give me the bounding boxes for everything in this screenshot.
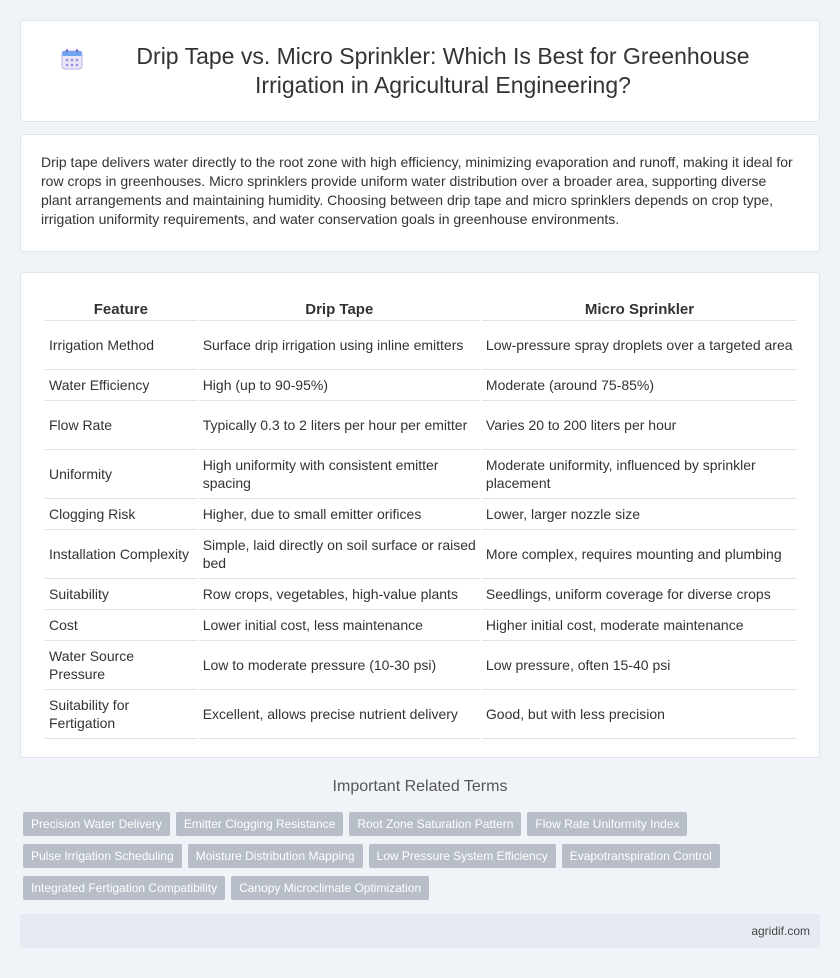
related-term-tag[interactable]: Moisture Distribution Mapping	[188, 844, 363, 868]
micro-sprinkler-cell: Moderate (around 75-85%)	[482, 370, 797, 401]
table-row	[45, 641, 797, 690]
micro-sprinkler-cell: Seedlings, uniform coverage for diverse crops	[482, 579, 797, 610]
micro-sprinkler-cell: Low-pressure spray droplets over a targeted area	[482, 321, 797, 370]
table-row	[45, 499, 797, 530]
micro-sprinkler-cell: Higher initial cost, moderate maintenance	[482, 610, 797, 641]
related-terms-title: Important Related Terms	[332, 778, 508, 795]
feature-cell: Cost	[45, 610, 197, 641]
column-header-drip-tape: Drip Tape	[199, 293, 480, 321]
related-term-tag[interactable]: Pulse Irrigation Scheduling	[23, 844, 182, 868]
comparison-table	[43, 293, 799, 739]
table-row	[45, 579, 797, 610]
micro-sprinkler-cell: Moderate uniformity, influenced by sprinkler placement	[482, 450, 797, 499]
micro-sprinkler-cell: Low pressure, often 15-40 psi	[482, 641, 797, 690]
feature-cell: Clogging Risk	[45, 499, 197, 530]
related-term-tag[interactable]: Precision Water Delivery	[23, 812, 170, 836]
table-row	[45, 370, 797, 401]
drip-tape-cell: Low to moderate pressure (10-30 psi)	[199, 641, 480, 690]
related-term-tag[interactable]: Root Zone Saturation Pattern	[349, 812, 521, 836]
micro-sprinkler-cell: More complex, requires mounting and plumbing	[482, 530, 797, 579]
related-terms-tags	[23, 812, 823, 900]
table-row	[45, 321, 797, 370]
related-term-tag[interactable]: Evapotranspiration Control	[562, 844, 720, 868]
table-row	[45, 401, 797, 450]
intro-card	[20, 134, 820, 252]
drip-tape-cell: High (up to 90-95%)	[199, 370, 480, 401]
feature-cell: Suitability	[45, 579, 197, 610]
footer	[20, 914, 820, 948]
drip-tape-cell: Typically 0.3 to 2 liters per hour per emitter	[199, 401, 480, 450]
column-header-micro-sprinkler: Micro Sprinkler	[482, 293, 797, 321]
table-header-row	[45, 293, 797, 321]
feature-cell: Installation Complexity	[45, 530, 197, 579]
feature-cell: Flow Rate	[45, 401, 197, 450]
related-term-tag[interactable]: Low Pressure System Efficiency	[369, 844, 556, 868]
drip-tape-cell: Surface drip irrigation using inline emitters	[199, 321, 480, 370]
micro-sprinkler-cell: Varies 20 to 200 liters per hour	[482, 401, 797, 450]
column-header-feature: Feature	[45, 293, 197, 321]
intro-paragraph: Drip tape delivers water directly to the root zone with high efficiency, minimizing evaporation and runoff, making it ideal for row crops in greenhouses. Micro sprinklers provide uniform water distribution over a broader area, supporting diverse plant arrangements and maintaining humidity. Choosing between drip tape and micro sprinklers depends on crop type, irrigation uniformity requirements, and water conservation goals in greenhouse environments.	[41, 154, 793, 227]
drip-tape-cell: Excellent, allows precise nutrient delivery	[199, 690, 480, 739]
footer-site-link[interactable]: agridif.com	[751, 924, 810, 938]
feature-cell: Uniformity	[45, 450, 197, 499]
drip-tape-cell: Simple, laid directly on soil surface or raised bed	[199, 530, 480, 579]
table-row	[45, 610, 797, 641]
related-term-tag[interactable]: Integrated Fertigation Compatibility	[23, 876, 225, 900]
comparison-card	[20, 272, 820, 758]
drip-tape-cell: Higher, due to small emitter orifices	[199, 499, 480, 530]
related-term-tag[interactable]: Flow Rate Uniformity Index	[527, 812, 687, 836]
drip-tape-cell: Lower initial cost, less maintenance	[199, 610, 480, 641]
feature-cell: Water Source Pressure	[45, 641, 197, 690]
related-term-tag[interactable]: Emitter Clogging Resistance	[176, 812, 343, 836]
table-row	[45, 450, 797, 499]
feature-cell: Irrigation Method	[45, 321, 197, 370]
feature-cell: Water Efficiency	[45, 370, 197, 401]
feature-cell: Suitability for Fertigation	[45, 690, 197, 739]
table-row	[45, 530, 797, 579]
header-card	[20, 20, 820, 122]
drip-tape-cell: Row crops, vegetables, high-value plants	[199, 579, 480, 610]
micro-sprinkler-cell: Lower, larger nozzle size	[482, 499, 797, 530]
table-row	[45, 690, 797, 739]
drip-tape-cell: High uniformity with consistent emitter spacing	[199, 450, 480, 499]
related-term-tag[interactable]: Canopy Microclimate Optimization	[231, 876, 429, 900]
micro-sprinkler-cell: Good, but with less precision	[482, 690, 797, 739]
calendar-icon	[61, 48, 83, 70]
page-title: Drip Tape vs. Micro Sprinkler: Which Is Best for Greenhouse Irrigation in Agricultural Engineering?	[136, 43, 750, 98]
title-wrap	[21, 42, 819, 100]
